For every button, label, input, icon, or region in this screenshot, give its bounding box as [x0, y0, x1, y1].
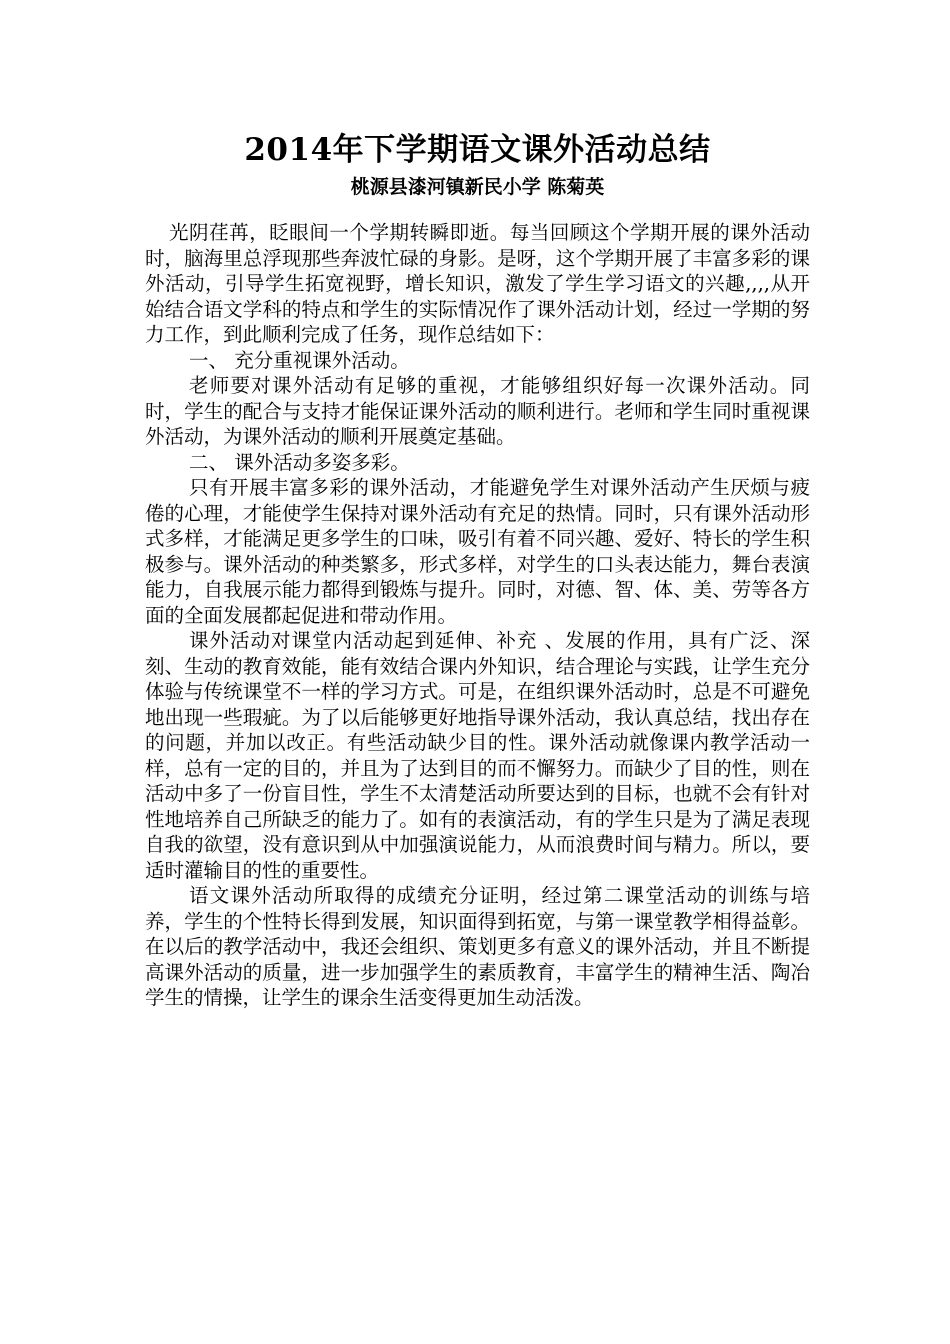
- section-1-paragraph: 老师要对课外活动有足够的重视，才能够组织好每一次课外活动。同时，学生的配合与支持才能保证课外活动的顺利进行。老师和学生同时重视课外活动，为课外活动的顺利开展奠定基础。: [145, 374, 810, 448]
- intro-paragraph: 光阴荏苒，眨眼间一个学期转瞬即逝。每当回顾这个学期开展的课外活动时，脑海里总浮现那些奔波忙碌的身影。是呀，这个学期开展了丰富多彩的课外活动，引导学生拓宽视野，增长知识，激发了学生学习语文的兴趣,,,,从开始结合语文学科的特点和学生的实际情况作了课外活动计划，经过一学期的努力工作，到此顺利完成了任务，现作总结如下：: [145, 221, 810, 346]
- author-line: 桃源县漆河镇新民小学 陈菊英: [350, 176, 605, 198]
- section-2-paragraph-1: 只有开展丰富多彩的课外活动，才能避免学生对课外活动产生厌烦与疲倦的心理，才能使学生保持对课外活动有充足的热情。同时，只有课外活动形式多样，才能满足更多学生的口味，吸引有着不同兴趣、爱好、特长的学生积极参与。课外活动的种类繁多，形式多样，对学生的口头表达能力，舞台表演能力，自我展示能力都得到锻炼与提升。同时，对德、智、体、美、劳等各方面的全面发展都起促进和带动作用。: [145, 476, 810, 627]
- document-page: [145, 128, 810, 1011]
- conclusion-paragraph: 语文课外活动所取得的成绩充分证明，经过第二课堂活动的训练与培养，学生的个性特长得到发展，知识面得到拓宽，与第一课堂教学相得益彰。在以后的教学活动中，我还会组织、策划更多有意义的课外活动，并且不断提高课外活动的质量，进一步加强学生的素质教育，丰富学生的精神生活、陶冶学生的情操，让学生的课余生活变得更加生动活泼。: [145, 884, 810, 1009]
- section-2-paragraph-2: 课外活动对课堂内活动起到延伸、补充 、发展的作用，具有广泛、深刻、生动的教育效能，能有效结合课内外知识，结合理论与实践，让学生充分体验与传统课堂不一样的学习方式。可是，在组织课外活动时，总是不可避免地出现一些瑕疵。为了以后能够更好地指导课外活动，我认真总结，找出存在的问题，并加以改正。有些活动缺少目的性。课外活动就像课内教学活动一样，总有一定的目的，并且为了达到目的而不懈努力。而缺少了目的性，则在活动中多了一份盲目性，学生不太清楚活动所要达到的目标，也就不会有针对性地培养自己所缺乏的能力了。如有的表演活动，有的学生只是为了满足表现自我的欲望，没有意识到从中加强演说能力，从而浪费时间与精力。所以，要适时灌输目的性的重要性。: [145, 629, 810, 882]
- section-heading-2: 二、 课外活动多姿多彩。: [189, 450, 410, 474]
- section-heading-1: 一、 充分重视课外活动。: [189, 348, 410, 372]
- document-title: 2014年下学期语文课外活动总结: [244, 132, 711, 168]
